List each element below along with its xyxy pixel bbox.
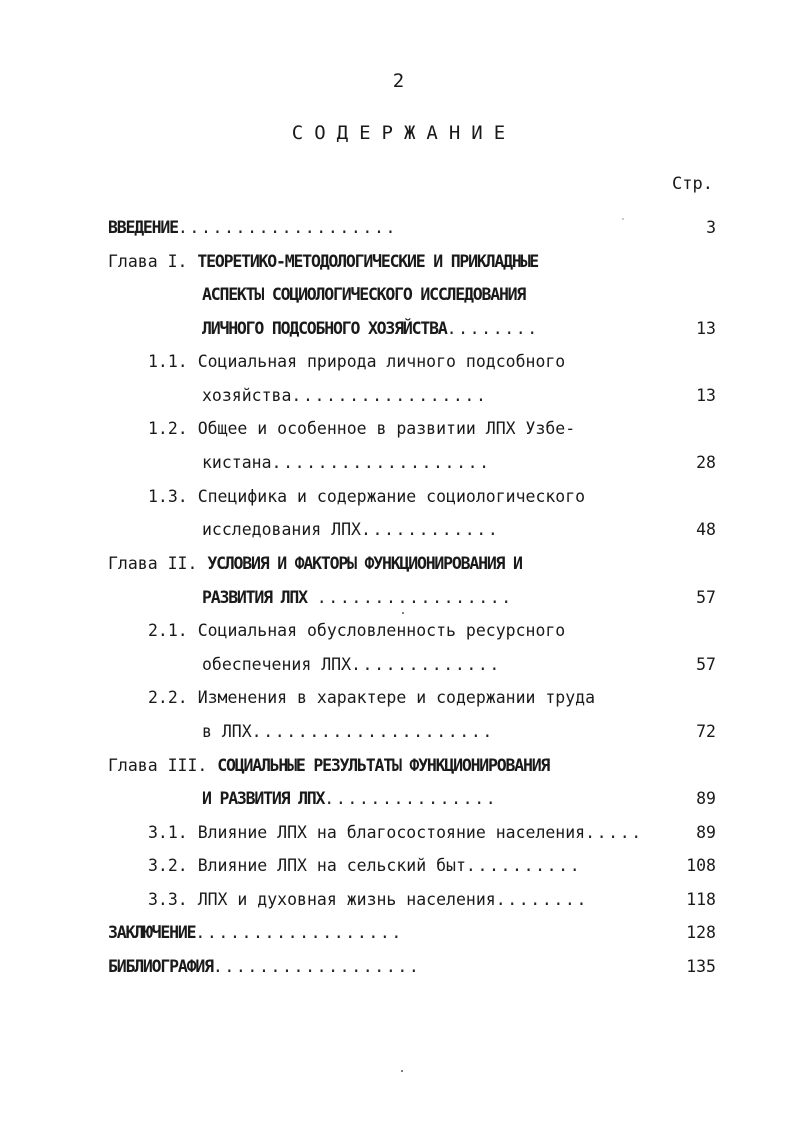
- section-title: обеспечения ЛПХ: [202, 655, 352, 674]
- toc-section-2-2-line-2: [202, 718, 494, 746]
- toc-page-number: 118: [686, 890, 716, 909]
- section-number: 3.2.: [148, 856, 188, 875]
- toc-entry-text: ВВЕДЕНИЕ: [108, 218, 178, 237]
- section-number: 3.3.: [148, 890, 188, 909]
- toc-section-2-1-line-1: [148, 617, 565, 645]
- section-number: 2.1.: [148, 621, 188, 640]
- toc-section-3-2: [148, 852, 581, 880]
- toc-page-number: 128: [686, 923, 716, 942]
- toc-section-1-1-line-2: [202, 382, 487, 410]
- chapter-title: И РАЗВИТИЯ ЛПХ: [202, 789, 325, 808]
- chapter-title: АСПЕКТЫ СОЦИОЛОГИЧЕСКОГО ИССЛЕДОВАНИЯ: [202, 285, 526, 304]
- toc-page-number: 72: [696, 722, 716, 741]
- toc-entry-text: ЗАКЛЮЧЕНИЕ: [108, 923, 196, 942]
- toc-chapter-2-line-2: [202, 584, 513, 612]
- toc-chapter-3-line-1: [108, 752, 549, 780]
- toc-section-1-3-line-2: [202, 516, 499, 544]
- toc-page-number: 3: [706, 218, 716, 237]
- toc-page-number: 13: [696, 319, 716, 338]
- section-number: 3.1.: [148, 823, 188, 842]
- section-title: хозяйства: [202, 386, 292, 405]
- chapter-title: УСЛОВИЯ И ФАКТОРЫ ФУНКЦИОНИРОВАНИЯ И: [207, 554, 522, 573]
- section-number: 1.3.: [148, 487, 188, 506]
- toc-section-2-2-line-1: [148, 684, 595, 712]
- dot-leader: ........: [495, 890, 588, 909]
- chapter-title: РАЗВИТИЯ ЛПХ: [202, 588, 307, 607]
- toc-page-number: 28: [696, 453, 716, 472]
- dot-leader: ..........: [465, 856, 582, 875]
- toc-page-number: 48: [696, 520, 716, 539]
- section-number: 1.2.: [148, 419, 188, 438]
- section-title: исследования ЛПХ: [202, 520, 361, 539]
- toc-chapter-2-line-1: [108, 550, 522, 578]
- toc-entry-text: БИБЛИОГРАФИЯ: [108, 957, 213, 976]
- dot-leader: .................: [291, 386, 488, 405]
- chapter-number: Глава I.: [108, 252, 188, 271]
- toc-section-1-3-line-1: [148, 483, 585, 511]
- dot-leader: ...............: [324, 789, 498, 808]
- toc-chapter-3-line-2: [202, 785, 497, 813]
- toc-page-number: 57: [696, 655, 716, 674]
- chapter-title: СОЦИАЛЬНЫЕ РЕЗУЛЬТАТЫ ФУНКЦИОНИРОВАНИЯ: [217, 756, 550, 775]
- toc-section-3-1: [148, 819, 643, 847]
- toc-title: СОДЕРЖАНИЕ: [291, 122, 517, 144]
- toc-chapter-1-line-3: [202, 315, 539, 343]
- section-title: Общее и особенное в развитии ЛПХ Узбе-: [197, 419, 576, 438]
- section-title: Специфика и содержание социологического: [197, 487, 586, 506]
- toc-entry-intro: [108, 214, 397, 242]
- dot-leader: ........: [446, 319, 539, 338]
- toc-chapter-1-line-2: [202, 281, 525, 309]
- dot-leader: .....................: [251, 722, 494, 741]
- toc-page-number: 89: [696, 789, 716, 808]
- scan-speck: [402, 612, 404, 614]
- toc-section-1-2-line-2: [202, 449, 491, 477]
- page-number: 2: [392, 70, 405, 92]
- page-column-label: Стр.: [672, 174, 713, 194]
- dot-leader: ...................: [271, 453, 491, 472]
- toc-page-number: 89: [696, 823, 716, 842]
- dot-leader: .................: [316, 588, 513, 607]
- section-title: Социальная обусловленность ресурсного: [197, 621, 566, 640]
- dot-leader: ...................: [177, 218, 398, 237]
- toc-entry-bibliography: [108, 953, 420, 981]
- section-title: Влияние ЛПХ на сельский быт: [197, 856, 466, 875]
- toc-section-1-1-line-1: [148, 348, 565, 376]
- section-title: ЛПХ и духовная жизнь населения: [197, 890, 496, 909]
- scan-speck: [622, 218, 624, 220]
- section-title: Изменения в характере и содержании труда: [197, 688, 596, 707]
- dot-leader: .............: [351, 655, 501, 674]
- section-title: в ЛПХ: [202, 722, 252, 741]
- toc-chapter-1-line-1: [108, 248, 538, 276]
- dot-leader: ..................: [195, 923, 403, 942]
- toc-entry-conclusion: [108, 919, 403, 947]
- toc-section-2-1-line-2: [202, 651, 501, 679]
- toc-section-3-3: [148, 886, 588, 914]
- toc-page-number: 13: [696, 386, 716, 405]
- chapter-number: Глава III.: [108, 756, 208, 775]
- dot-leader: .....: [585, 823, 643, 842]
- toc-section-1-2-line-1: [148, 415, 575, 443]
- dot-leader: ..................: [212, 957, 421, 976]
- toc-page-number: 57: [696, 588, 716, 607]
- chapter-number: Глава II.: [108, 554, 198, 573]
- section-number: 1.1.: [148, 352, 188, 371]
- section-title: Влияние ЛПХ на благосостояние населения: [197, 823, 586, 842]
- section-title: кистана: [202, 453, 272, 472]
- chapter-title: ТЕОРЕТИКО-МЕТОДОЛОГИЧЕСКИЕ И ПРИКЛАДНЫЕ: [197, 252, 539, 271]
- dot-leader: ............: [360, 520, 500, 539]
- toc-page-number: 108: [686, 856, 716, 875]
- section-number: 2.2.: [148, 688, 188, 707]
- section-title: Социальная природа личного подсобного: [197, 352, 566, 371]
- chapter-title: ЛИЧНОГО ПОДСОБНОГО ХОЗЯЙСТВА: [202, 319, 447, 338]
- toc-page-number: 135: [686, 957, 716, 976]
- scan-speck: [401, 1070, 403, 1072]
